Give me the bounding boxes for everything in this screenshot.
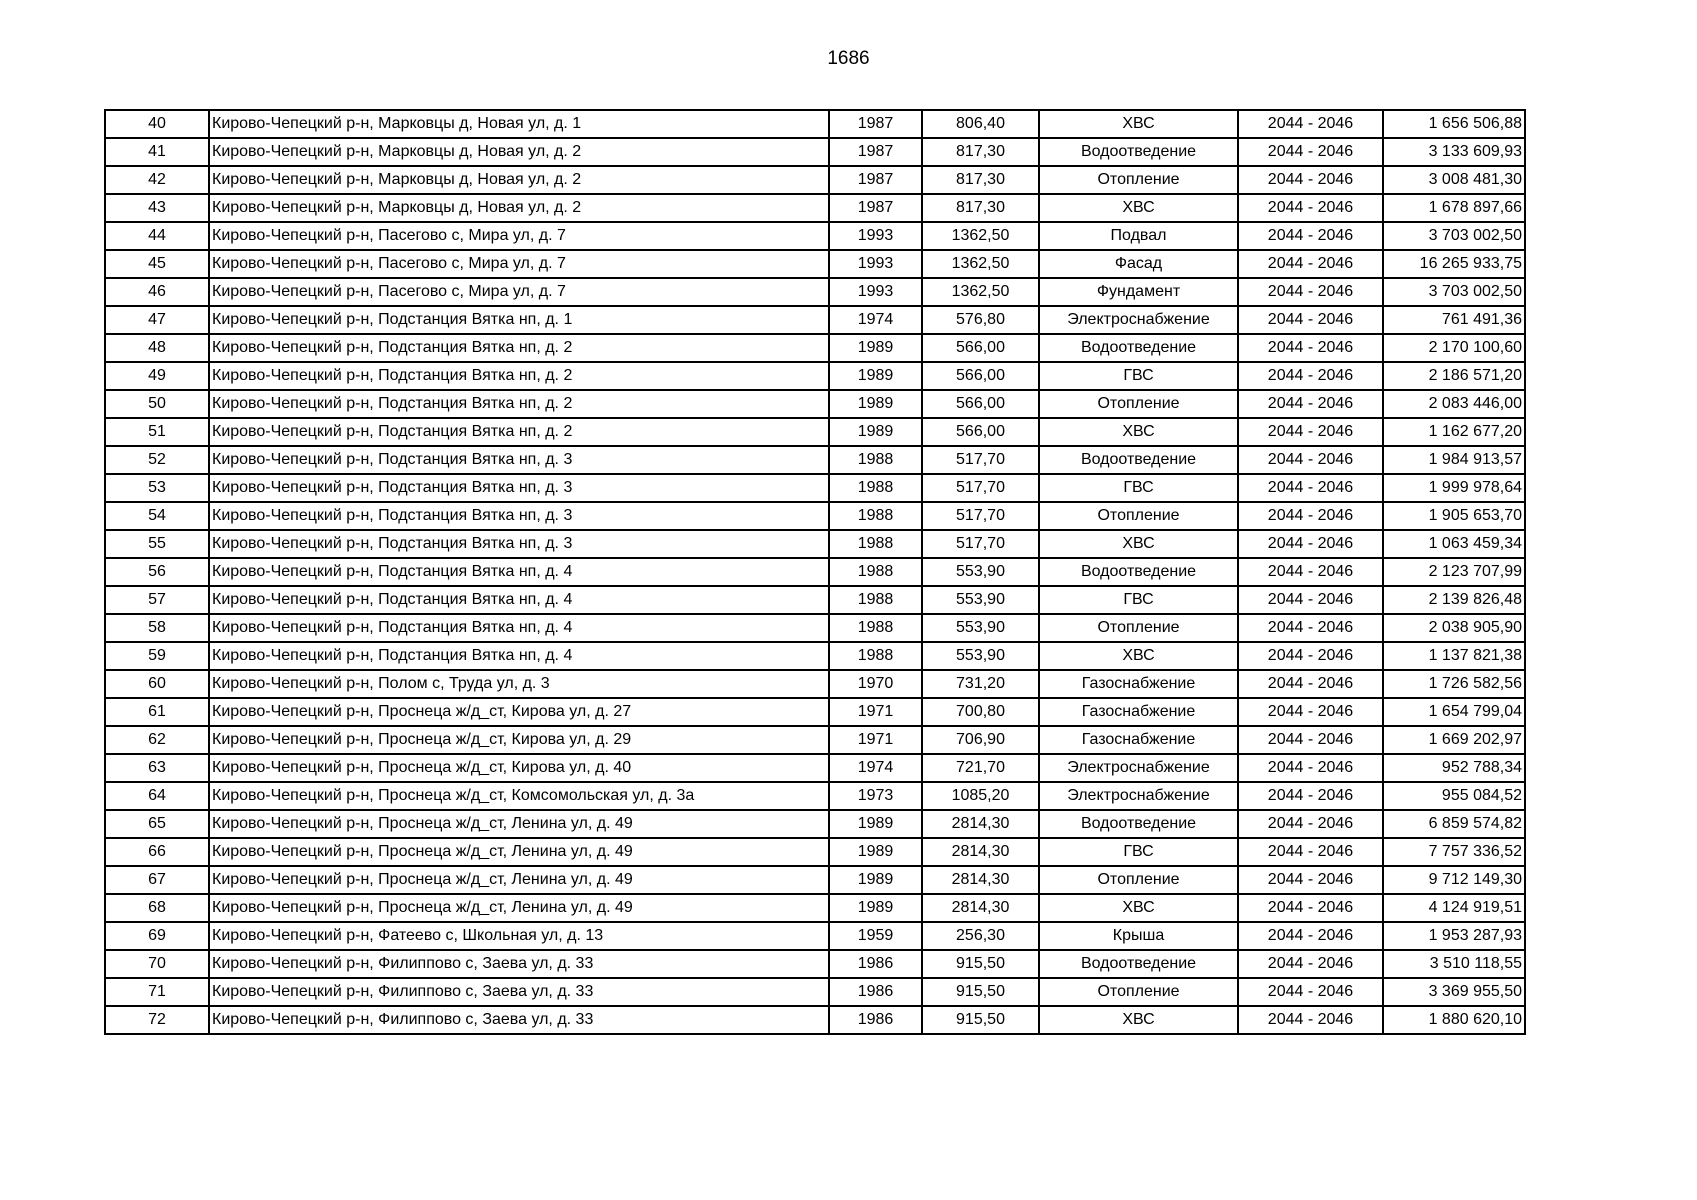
address-cell: Кирово-Чепецкий р-н, Проснеца ж/д_ст, Кирова ул, д. 40 <box>209 754 829 782</box>
row-number: 56 <box>105 558 209 586</box>
work-type-cell: ХВС <box>1039 1006 1238 1034</box>
work-type-cell: Отопление <box>1039 502 1238 530</box>
row-number: 51 <box>105 418 209 446</box>
table-row <box>105 502 1525 530</box>
year-built-cell: 1988 <box>829 446 922 474</box>
table-row <box>105 838 1525 866</box>
row-number: 54 <box>105 502 209 530</box>
work-type-cell: Водоотведение <box>1039 334 1238 362</box>
period-cell: 2044 - 2046 <box>1238 810 1383 838</box>
row-number: 57 <box>105 586 209 614</box>
address-cell: Кирово-Чепецкий р-н, Подстанция Вятка нп, д. 3 <box>209 502 829 530</box>
cost-cell: 3 369 955,50 <box>1383 978 1525 1006</box>
work-type-cell: Газоснабжение <box>1039 670 1238 698</box>
address-cell: Кирово-Чепецкий р-н, Филиппово с, Заева ул, д. 33 <box>209 950 829 978</box>
table-row <box>105 446 1525 474</box>
table-row <box>105 670 1525 698</box>
cost-cell: 7 757 336,52 <box>1383 838 1525 866</box>
area-cell: 2814,30 <box>922 894 1039 922</box>
work-type-cell: Отопление <box>1039 614 1238 642</box>
area-cell: 706,90 <box>922 726 1039 754</box>
year-built-cell: 1988 <box>829 474 922 502</box>
period-cell: 2044 - 2046 <box>1238 950 1383 978</box>
cost-cell: 2 139 826,48 <box>1383 586 1525 614</box>
cost-cell: 2 123 707,99 <box>1383 558 1525 586</box>
cost-cell: 1 726 582,56 <box>1383 670 1525 698</box>
row-number: 65 <box>105 810 209 838</box>
period-cell: 2044 - 2046 <box>1238 614 1383 642</box>
cost-cell: 6 859 574,82 <box>1383 810 1525 838</box>
row-number: 62 <box>105 726 209 754</box>
table-row <box>105 306 1525 334</box>
table-row <box>105 558 1525 586</box>
table-row <box>105 922 1525 950</box>
year-built-cell: 1988 <box>829 614 922 642</box>
area-cell: 817,30 <box>922 194 1039 222</box>
period-cell: 2044 - 2046 <box>1238 978 1383 1006</box>
work-type-cell: Электроснабжение <box>1039 306 1238 334</box>
table-row <box>105 194 1525 222</box>
table-row <box>105 894 1525 922</box>
year-built-cell: 1989 <box>829 362 922 390</box>
row-number: 45 <box>105 250 209 278</box>
year-built-cell: 1989 <box>829 390 922 418</box>
work-type-cell: Водоотведение <box>1039 810 1238 838</box>
cost-cell: 1 669 202,97 <box>1383 726 1525 754</box>
address-cell: Кирово-Чепецкий р-н, Проснеца ж/д_ст, Ленина ул, д. 49 <box>209 866 829 894</box>
period-cell: 2044 - 2046 <box>1238 306 1383 334</box>
period-cell: 2044 - 2046 <box>1238 194 1383 222</box>
year-built-cell: 1993 <box>829 278 922 306</box>
row-number: 40 <box>105 110 209 138</box>
year-built-cell: 1989 <box>829 810 922 838</box>
period-cell: 2044 - 2046 <box>1238 250 1383 278</box>
address-cell: Кирово-Чепецкий р-н, Подстанция Вятка нп, д. 4 <box>209 614 829 642</box>
row-number: 48 <box>105 334 209 362</box>
work-type-cell: ХВС <box>1039 110 1238 138</box>
area-cell: 700,80 <box>922 698 1039 726</box>
area-cell: 915,50 <box>922 950 1039 978</box>
work-type-cell: Подвал <box>1039 222 1238 250</box>
row-number: 67 <box>105 866 209 894</box>
cost-cell: 1 905 653,70 <box>1383 502 1525 530</box>
cost-cell: 2 083 446,00 <box>1383 390 1525 418</box>
work-type-cell: ХВС <box>1039 418 1238 446</box>
work-type-cell: ГВС <box>1039 838 1238 866</box>
area-cell: 817,30 <box>922 138 1039 166</box>
area-cell: 1362,50 <box>922 278 1039 306</box>
work-type-cell: Крыша <box>1039 922 1238 950</box>
row-number: 60 <box>105 670 209 698</box>
table-row <box>105 362 1525 390</box>
year-built-cell: 1988 <box>829 642 922 670</box>
period-cell: 2044 - 2046 <box>1238 110 1383 138</box>
period-cell: 2044 - 2046 <box>1238 390 1383 418</box>
table-row <box>105 698 1525 726</box>
cost-cell: 955 084,52 <box>1383 782 1525 810</box>
work-type-cell: Электроснабжение <box>1039 782 1238 810</box>
table-row <box>105 166 1525 194</box>
cost-cell: 2 186 571,20 <box>1383 362 1525 390</box>
table-row <box>105 950 1525 978</box>
address-cell: Кирово-Чепецкий р-н, Подстанция Вятка нп, д. 2 <box>209 334 829 362</box>
cost-cell: 1 654 799,04 <box>1383 698 1525 726</box>
address-cell: Кирово-Чепецкий р-н, Марковцы д, Новая ул, д. 2 <box>209 166 829 194</box>
area-cell: 731,20 <box>922 670 1039 698</box>
address-cell: Кирово-Чепецкий р-н, Подстанция Вятка нп, д. 2 <box>209 362 829 390</box>
year-built-cell: 1993 <box>829 250 922 278</box>
area-cell: 553,90 <box>922 586 1039 614</box>
cost-cell: 1 678 897,66 <box>1383 194 1525 222</box>
work-type-cell: ГВС <box>1039 586 1238 614</box>
address-cell: Кирово-Чепецкий р-н, Пасегово с, Мира ул, д. 7 <box>209 278 829 306</box>
address-cell: Кирово-Чепецкий р-н, Полом с, Труда ул, д. 3 <box>209 670 829 698</box>
table-row <box>105 978 1525 1006</box>
cost-cell: 1 999 978,64 <box>1383 474 1525 502</box>
address-cell: Кирово-Чепецкий р-н, Проснеца ж/д_ст, Кирова ул, д. 29 <box>209 726 829 754</box>
row-number: 47 <box>105 306 209 334</box>
cost-cell: 16 265 933,75 <box>1383 250 1525 278</box>
year-built-cell: 1974 <box>829 754 922 782</box>
table-row <box>105 782 1525 810</box>
address-cell: Кирово-Чепецкий р-н, Марковцы д, Новая ул, д. 1 <box>209 110 829 138</box>
table-row <box>105 754 1525 782</box>
address-cell: Кирово-Чепецкий р-н, Проснеца ж/д_ст, Ленина ул, д. 49 <box>209 810 829 838</box>
cost-cell: 1 984 913,57 <box>1383 446 1525 474</box>
period-cell: 2044 - 2046 <box>1238 782 1383 810</box>
cost-cell: 3 703 002,50 <box>1383 278 1525 306</box>
table-row <box>105 642 1525 670</box>
page-number: 1686 <box>827 48 870 69</box>
period-cell: 2044 - 2046 <box>1238 726 1383 754</box>
work-type-cell: Газоснабжение <box>1039 698 1238 726</box>
table-row <box>105 1006 1525 1034</box>
area-cell: 566,00 <box>922 334 1039 362</box>
period-cell: 2044 - 2046 <box>1238 138 1383 166</box>
area-cell: 256,30 <box>922 922 1039 950</box>
address-cell: Кирово-Чепецкий р-н, Марковцы д, Новая ул, д. 2 <box>209 194 829 222</box>
row-number: 71 <box>105 978 209 1006</box>
work-type-cell: ГВС <box>1039 474 1238 502</box>
period-cell: 2044 - 2046 <box>1238 362 1383 390</box>
year-built-cell: 1973 <box>829 782 922 810</box>
table-row <box>105 110 1525 138</box>
period-cell: 2044 - 2046 <box>1238 838 1383 866</box>
area-cell: 1362,50 <box>922 222 1039 250</box>
period-cell: 2044 - 2046 <box>1238 866 1383 894</box>
cost-cell: 1 162 677,20 <box>1383 418 1525 446</box>
row-number: 50 <box>105 390 209 418</box>
row-number: 70 <box>105 950 209 978</box>
address-cell: Кирово-Чепецкий р-н, Пасегово с, Мира ул, д. 7 <box>209 250 829 278</box>
period-cell: 2044 - 2046 <box>1238 558 1383 586</box>
period-cell: 2044 - 2046 <box>1238 446 1383 474</box>
table-row <box>105 278 1525 306</box>
work-type-cell: Отопление <box>1039 866 1238 894</box>
address-cell: Кирово-Чепецкий р-н, Подстанция Вятка нп, д. 4 <box>209 586 829 614</box>
year-built-cell: 1986 <box>829 950 922 978</box>
work-type-cell: Фасад <box>1039 250 1238 278</box>
year-built-cell: 1989 <box>829 334 922 362</box>
address-cell: Кирово-Чепецкий р-н, Проснеца ж/д_ст, Ленина ул, д. 49 <box>209 894 829 922</box>
repair-schedule-table <box>104 109 1526 1035</box>
cost-cell: 9 712 149,30 <box>1383 866 1525 894</box>
row-number: 69 <box>105 922 209 950</box>
area-cell: 817,30 <box>922 166 1039 194</box>
row-number: 63 <box>105 754 209 782</box>
table-row <box>105 586 1525 614</box>
period-cell: 2044 - 2046 <box>1238 530 1383 558</box>
cost-cell: 1 656 506,88 <box>1383 110 1525 138</box>
table-row <box>105 222 1525 250</box>
work-type-cell: Водоотведение <box>1039 950 1238 978</box>
table-row <box>105 726 1525 754</box>
year-built-cell: 1989 <box>829 418 922 446</box>
year-built-cell: 1989 <box>829 838 922 866</box>
address-cell: Кирово-Чепецкий р-н, Подстанция Вятка нп, д. 4 <box>209 642 829 670</box>
work-type-cell: Газоснабжение <box>1039 726 1238 754</box>
table-body <box>105 110 1525 1034</box>
area-cell: 566,00 <box>922 362 1039 390</box>
year-built-cell: 1971 <box>829 726 922 754</box>
row-number: 55 <box>105 530 209 558</box>
year-built-cell: 1986 <box>829 1006 922 1034</box>
address-cell: Кирово-Чепецкий р-н, Подстанция Вятка нп, д. 1 <box>209 306 829 334</box>
year-built-cell: 1993 <box>829 222 922 250</box>
work-type-cell: ХВС <box>1039 530 1238 558</box>
area-cell: 553,90 <box>922 614 1039 642</box>
cost-cell: 1 137 821,38 <box>1383 642 1525 670</box>
row-number: 61 <box>105 698 209 726</box>
year-built-cell: 1987 <box>829 138 922 166</box>
row-number: 64 <box>105 782 209 810</box>
cost-cell: 1 063 459,34 <box>1383 530 1525 558</box>
area-cell: 2814,30 <box>922 838 1039 866</box>
row-number: 59 <box>105 642 209 670</box>
area-cell: 2814,30 <box>922 810 1039 838</box>
table-row <box>105 418 1525 446</box>
cost-cell: 2 170 100,60 <box>1383 334 1525 362</box>
address-cell: Кирово-Чепецкий р-н, Подстанция Вятка нп, д. 3 <box>209 474 829 502</box>
work-type-cell: ХВС <box>1039 642 1238 670</box>
table-row <box>105 474 1525 502</box>
address-cell: Кирово-Чепецкий р-н, Подстанция Вятка нп, д. 2 <box>209 418 829 446</box>
table-row <box>105 614 1525 642</box>
row-number: 66 <box>105 838 209 866</box>
period-cell: 2044 - 2046 <box>1238 334 1383 362</box>
table-row <box>105 390 1525 418</box>
year-built-cell: 1971 <box>829 698 922 726</box>
work-type-cell: Фундамент <box>1039 278 1238 306</box>
cost-cell: 3 133 609,93 <box>1383 138 1525 166</box>
cost-cell: 3 008 481,30 <box>1383 166 1525 194</box>
period-cell: 2044 - 2046 <box>1238 670 1383 698</box>
row-number: 42 <box>105 166 209 194</box>
work-type-cell: Отопление <box>1039 390 1238 418</box>
address-cell: Кирово-Чепецкий р-н, Фатеево с, Школьная ул, д. 13 <box>209 922 829 950</box>
period-cell: 2044 - 2046 <box>1238 754 1383 782</box>
row-number: 44 <box>105 222 209 250</box>
table-row <box>105 530 1525 558</box>
row-number: 58 <box>105 614 209 642</box>
address-cell: Кирово-Чепецкий р-н, Подстанция Вятка нп, д. 2 <box>209 390 829 418</box>
cost-cell: 4 124 919,51 <box>1383 894 1525 922</box>
work-type-cell: Водоотведение <box>1039 558 1238 586</box>
row-number: 72 <box>105 1006 209 1034</box>
year-built-cell: 1989 <box>829 894 922 922</box>
row-number: 49 <box>105 362 209 390</box>
cost-cell: 952 788,34 <box>1383 754 1525 782</box>
year-built-cell: 1974 <box>829 306 922 334</box>
period-cell: 2044 - 2046 <box>1238 166 1383 194</box>
year-built-cell: 1989 <box>829 866 922 894</box>
area-cell: 566,00 <box>922 418 1039 446</box>
table-row <box>105 810 1525 838</box>
address-cell: Кирово-Чепецкий р-н, Филиппово с, Заева ул, д. 33 <box>209 1006 829 1034</box>
period-cell: 2044 - 2046 <box>1238 474 1383 502</box>
area-cell: 721,70 <box>922 754 1039 782</box>
area-cell: 2814,30 <box>922 866 1039 894</box>
area-cell: 553,90 <box>922 642 1039 670</box>
year-built-cell: 1986 <box>829 978 922 1006</box>
period-cell: 2044 - 2046 <box>1238 894 1383 922</box>
period-cell: 2044 - 2046 <box>1238 278 1383 306</box>
work-type-cell: Отопление <box>1039 978 1238 1006</box>
area-cell: 553,90 <box>922 558 1039 586</box>
table-row <box>105 334 1525 362</box>
cost-cell: 2 038 905,90 <box>1383 614 1525 642</box>
table-row <box>105 866 1525 894</box>
row-number: 52 <box>105 446 209 474</box>
address-cell: Кирово-Чепецкий р-н, Проснеца ж/д_ст, Кирова ул, д. 27 <box>209 698 829 726</box>
area-cell: 517,70 <box>922 446 1039 474</box>
row-number: 53 <box>105 474 209 502</box>
year-built-cell: 1988 <box>829 558 922 586</box>
period-cell: 2044 - 2046 <box>1238 586 1383 614</box>
work-type-cell: ГВС <box>1039 362 1238 390</box>
address-cell: Кирово-Чепецкий р-н, Проснеца ж/д_ст, Комсомольская ул, д. 3а <box>209 782 829 810</box>
area-cell: 1362,50 <box>922 250 1039 278</box>
year-built-cell: 1970 <box>829 670 922 698</box>
cost-cell: 1 953 287,93 <box>1383 922 1525 950</box>
year-built-cell: 1987 <box>829 166 922 194</box>
area-cell: 1085,20 <box>922 782 1039 810</box>
work-type-cell: Отопление <box>1039 166 1238 194</box>
year-built-cell: 1987 <box>829 194 922 222</box>
table-row <box>105 250 1525 278</box>
cost-cell: 3 703 002,50 <box>1383 222 1525 250</box>
cost-cell: 3 510 118,55 <box>1383 950 1525 978</box>
area-cell: 915,50 <box>922 1006 1039 1034</box>
work-type-cell: ХВС <box>1039 894 1238 922</box>
period-cell: 2044 - 2046 <box>1238 418 1383 446</box>
area-cell: 566,00 <box>922 390 1039 418</box>
area-cell: 915,50 <box>922 978 1039 1006</box>
year-built-cell: 1959 <box>829 922 922 950</box>
work-type-cell: Водоотведение <box>1039 446 1238 474</box>
year-built-cell: 1988 <box>829 586 922 614</box>
year-built-cell: 1987 <box>829 110 922 138</box>
work-type-cell: ХВС <box>1039 194 1238 222</box>
row-number: 43 <box>105 194 209 222</box>
period-cell: 2044 - 2046 <box>1238 922 1383 950</box>
address-cell: Кирово-Чепецкий р-н, Филиппово с, Заева ул, д. 33 <box>209 978 829 1006</box>
address-cell: Кирово-Чепецкий р-н, Подстанция Вятка нп, д. 4 <box>209 558 829 586</box>
table-row <box>105 138 1525 166</box>
cost-cell: 761 491,36 <box>1383 306 1525 334</box>
address-cell: Кирово-Чепецкий р-н, Проснеца ж/д_ст, Ленина ул, д. 49 <box>209 838 829 866</box>
period-cell: 2044 - 2046 <box>1238 642 1383 670</box>
row-number: 41 <box>105 138 209 166</box>
address-cell: Кирово-Чепецкий р-н, Подстанция Вятка нп, д. 3 <box>209 446 829 474</box>
area-cell: 517,70 <box>922 474 1039 502</box>
row-number: 46 <box>105 278 209 306</box>
year-built-cell: 1988 <box>829 502 922 530</box>
cost-cell: 1 880 620,10 <box>1383 1006 1525 1034</box>
period-cell: 2044 - 2046 <box>1238 698 1383 726</box>
area-cell: 517,70 <box>922 502 1039 530</box>
address-cell: Кирово-Чепецкий р-н, Марковцы д, Новая ул, д. 2 <box>209 138 829 166</box>
period-cell: 2044 - 2046 <box>1238 1006 1383 1034</box>
row-number: 68 <box>105 894 209 922</box>
period-cell: 2044 - 2046 <box>1238 222 1383 250</box>
address-cell: Кирово-Чепецкий р-н, Пасегово с, Мира ул, д. 7 <box>209 222 829 250</box>
period-cell: 2044 - 2046 <box>1238 502 1383 530</box>
work-type-cell: Водоотведение <box>1039 138 1238 166</box>
area-cell: 576,80 <box>922 306 1039 334</box>
area-cell: 806,40 <box>922 110 1039 138</box>
address-cell: Кирово-Чепецкий р-н, Подстанция Вятка нп, д. 3 <box>209 530 829 558</box>
area-cell: 517,70 <box>922 530 1039 558</box>
year-built-cell: 1988 <box>829 530 922 558</box>
work-type-cell: Электроснабжение <box>1039 754 1238 782</box>
